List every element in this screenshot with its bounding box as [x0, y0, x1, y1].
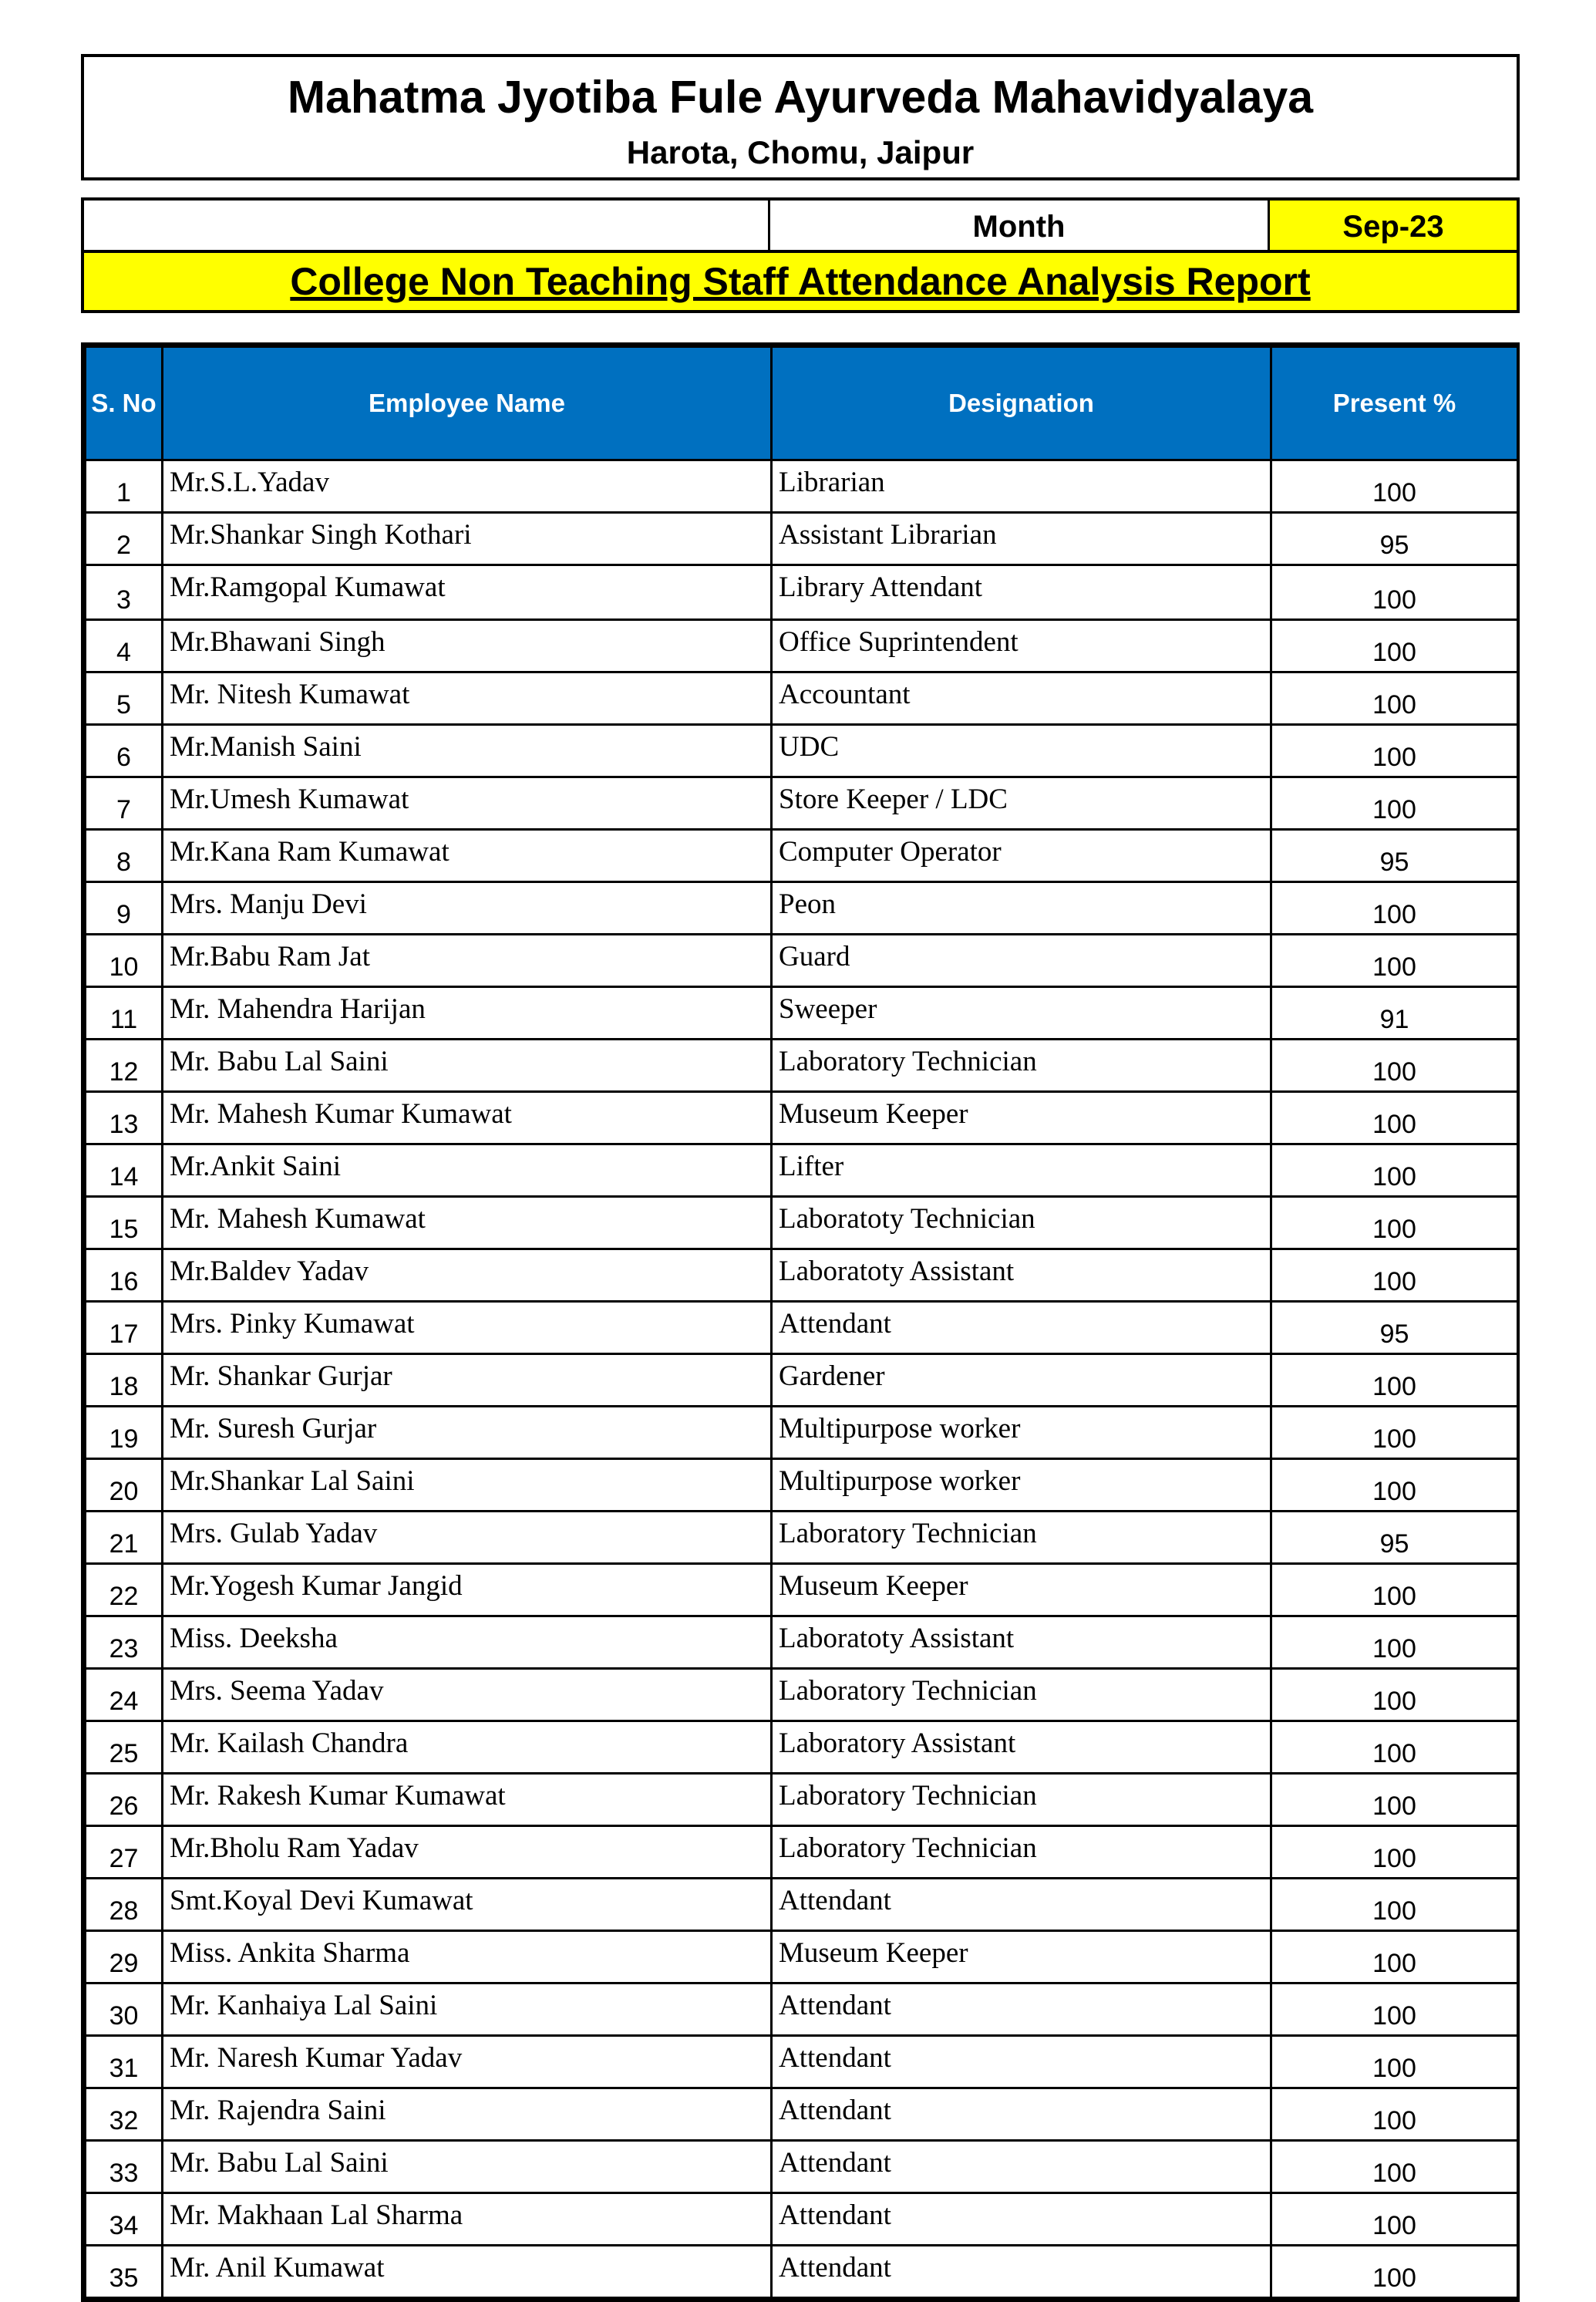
row-present-percent: 100 [1271, 565, 1518, 620]
row-sno: 5 [86, 672, 163, 725]
row-sno: 30 [86, 1983, 163, 2036]
table-row [86, 1092, 1518, 1144]
table-row [86, 1931, 1518, 1983]
row-designation: Multipurpose worker [772, 1459, 1271, 1512]
row-present-percent: 100 [1271, 1774, 1518, 1826]
table-row [86, 2193, 1518, 2246]
row-employee-name: Miss. Ankita Sharma [163, 1931, 772, 1983]
row-designation: Attendant [772, 2141, 1271, 2193]
row-present-percent: 100 [1271, 935, 1518, 987]
row-present-percent: 100 [1271, 1459, 1518, 1512]
row-designation: Laboratory Technician [772, 1512, 1271, 1564]
row-present-percent: 100 [1271, 460, 1518, 513]
row-present-percent: 100 [1271, 1931, 1518, 1983]
row-employee-name: Mr. Babu Lal Saini [163, 2141, 772, 2193]
table-row [86, 1302, 1518, 1354]
row-sno: 24 [86, 1669, 163, 1721]
table-row [86, 513, 1518, 565]
row-present-percent: 95 [1271, 1512, 1518, 1564]
row-sno: 2 [86, 513, 163, 565]
month-row [81, 197, 1520, 253]
column-header-present-percent: Present % [1271, 347, 1518, 460]
row-employee-name: Mr.Babu Ram Jat [163, 935, 772, 987]
table-row [86, 1407, 1518, 1459]
row-designation: Laboratory Assistant [772, 1721, 1271, 1774]
row-designation: Attendant [772, 1879, 1271, 1931]
row-sno: 7 [86, 777, 163, 830]
row-sno: 10 [86, 935, 163, 987]
row-designation: Attendant [772, 1983, 1271, 2036]
institution-name: Mahatma Jyotiba Fule Ayurveda Mahavidyalaya [287, 72, 1314, 123]
table-row [86, 1459, 1518, 1512]
row-sno: 6 [86, 725, 163, 777]
row-present-percent: 100 [1271, 1144, 1518, 1197]
row-designation: Peon [772, 882, 1271, 935]
table-row [86, 620, 1518, 672]
row-employee-name: Mr.Ankit Saini [163, 1144, 772, 1197]
table-row [86, 1669, 1518, 1721]
row-employee-name: Mr. Nitesh Kumawat [163, 672, 772, 725]
row-present-percent: 100 [1271, 1197, 1518, 1249]
row-employee-name: Mr.Shankar Lal Saini [163, 1459, 772, 1512]
month-value: Sep-23 [1270, 201, 1517, 253]
row-present-percent: 100 [1271, 2193, 1518, 2246]
row-sno: 19 [86, 1407, 163, 1459]
row-designation: Attendant [772, 2088, 1271, 2141]
table-row [86, 1616, 1518, 1669]
table-row [86, 1826, 1518, 1879]
row-designation: Laboratoty Technician [772, 1197, 1271, 1249]
row-employee-name: Mrs. Gulab Yadav [163, 1512, 772, 1564]
row-present-percent: 100 [1271, 1249, 1518, 1302]
table-row [86, 2036, 1518, 2088]
table-row [86, 1144, 1518, 1197]
row-sno: 21 [86, 1512, 163, 1564]
row-present-percent: 100 [1271, 1354, 1518, 1407]
row-sno: 18 [86, 1354, 163, 1407]
row-designation: Gardener [772, 1354, 1271, 1407]
table-row [86, 2141, 1518, 2193]
row-designation: Laboratory Technician [772, 1774, 1271, 1826]
table-row [86, 2088, 1518, 2141]
row-employee-name: Mrs. Manju Devi [163, 882, 772, 935]
row-designation: Librarian [772, 460, 1271, 513]
row-designation: Accountant [772, 672, 1271, 725]
column-header-sno: S. No [86, 347, 163, 460]
row-present-percent: 100 [1271, 1564, 1518, 1616]
row-sno: 28 [86, 1879, 163, 1931]
row-designation: Attendant [772, 2193, 1271, 2246]
row-sno: 34 [86, 2193, 163, 2246]
row-designation: Store Keeper / LDC [772, 777, 1271, 830]
table-row [86, 1512, 1518, 1564]
row-sno: 33 [86, 2141, 163, 2193]
table-row [86, 1249, 1518, 1302]
row-designation: UDC [772, 725, 1271, 777]
row-employee-name: Mr.Bhawani Singh [163, 620, 772, 672]
row-employee-name: Mr. Anil Kumawat [163, 2246, 772, 2298]
table-row [86, 1040, 1518, 1092]
attendance-table [81, 342, 1520, 2302]
row-sno: 22 [86, 1564, 163, 1616]
row-sno: 11 [86, 987, 163, 1040]
row-present-percent: 100 [1271, 2141, 1518, 2193]
row-designation: Attendant [772, 2246, 1271, 2298]
row-present-percent: 91 [1271, 987, 1518, 1040]
row-employee-name: Mr.Umesh Kumawat [163, 777, 772, 830]
row-present-percent: 100 [1271, 1721, 1518, 1774]
table-row [86, 672, 1518, 725]
row-present-percent: 100 [1271, 2036, 1518, 2088]
row-present-percent: 100 [1271, 1407, 1518, 1459]
row-designation: Attendant [772, 2036, 1271, 2088]
row-designation: Multipurpose worker [772, 1407, 1271, 1459]
table-body [86, 460, 1518, 2298]
row-designation: Laboratoty Assistant [772, 1616, 1271, 1669]
row-sno: 3 [86, 565, 163, 620]
institution-header [81, 54, 1520, 180]
table-row [86, 460, 1518, 513]
table-row [86, 1774, 1518, 1826]
row-designation: Attendant [772, 1302, 1271, 1354]
row-employee-name: Mr. Suresh Gurjar [163, 1407, 772, 1459]
table-row [86, 1197, 1518, 1249]
row-present-percent: 100 [1271, 620, 1518, 672]
row-sno: 29 [86, 1931, 163, 1983]
row-sno: 35 [86, 2246, 163, 2298]
row-employee-name: Mr. Mahendra Harijan [163, 987, 772, 1040]
row-sno: 25 [86, 1721, 163, 1774]
row-sno: 13 [86, 1092, 163, 1144]
row-employee-name: Mr.Manish Saini [163, 725, 772, 777]
report-title: College Non Teaching Staff Attendance Analysis Report [290, 260, 1311, 303]
row-designation: Laboratory Technician [772, 1040, 1271, 1092]
row-sno: 27 [86, 1826, 163, 1879]
row-sno: 16 [86, 1249, 163, 1302]
table-row [86, 565, 1518, 620]
row-employee-name: Mrs. Pinky Kumawat [163, 1302, 772, 1354]
column-header-employee-name: Employee Name [163, 347, 772, 460]
row-designation: Museum Keeper [772, 1564, 1271, 1616]
row-employee-name: Mr. Rajendra Saini [163, 2088, 772, 2141]
row-employee-name: Mr.Baldev Yadav [163, 1249, 772, 1302]
row-designation: Computer Operator [772, 830, 1271, 882]
row-present-percent: 95 [1271, 830, 1518, 882]
table-row [86, 1879, 1518, 1931]
row-present-percent: 100 [1271, 725, 1518, 777]
row-employee-name: Mr.Kana Ram Kumawat [163, 830, 772, 882]
row-present-percent: 100 [1271, 1983, 1518, 2036]
row-sno: 23 [86, 1616, 163, 1669]
table-row [86, 1354, 1518, 1407]
table-row [86, 777, 1518, 830]
table-row [86, 1983, 1518, 2036]
row-designation: Laboratoty Assistant [772, 1249, 1271, 1302]
row-present-percent: 100 [1271, 882, 1518, 935]
institution-location: Harota, Chomu, Jaipur [626, 134, 975, 170]
row-present-percent: 100 [1271, 672, 1518, 725]
row-designation: Laboratory Technician [772, 1669, 1271, 1721]
table-row [86, 830, 1518, 882]
row-sno: 17 [86, 1302, 163, 1354]
row-designation: Sweeper [772, 987, 1271, 1040]
row-employee-name: Mr. Kanhaiya Lal Saini [163, 1983, 772, 2036]
row-present-percent: 100 [1271, 1879, 1518, 1931]
row-employee-name: Mr.S.L.Yadav [163, 460, 772, 513]
row-present-percent: 95 [1271, 1302, 1518, 1354]
row-employee-name: Mr. Rakesh Kumar Kumawat [163, 1774, 772, 1826]
row-employee-name: Mr.Ramgopal Kumawat [163, 565, 772, 620]
row-employee-name: Mr.Bholu Ram Yadav [163, 1826, 772, 1879]
row-sno: 12 [86, 1040, 163, 1092]
row-sno: 32 [86, 2088, 163, 2141]
row-designation: Library Attendant [772, 565, 1271, 620]
row-designation: Museum Keeper [772, 1931, 1271, 1983]
row-employee-name: Mr. Shankar Gurjar [163, 1354, 772, 1407]
row-sno: 9 [86, 882, 163, 935]
row-present-percent: 100 [1271, 2088, 1518, 2141]
row-present-percent: 100 [1271, 2246, 1518, 2298]
row-present-percent: 100 [1271, 1669, 1518, 1721]
report-title-bar [81, 250, 1520, 313]
table-row [86, 2246, 1518, 2298]
row-employee-name: Mr. Babu Lal Saini [163, 1040, 772, 1092]
row-designation: Laboratory Technician [772, 1826, 1271, 1879]
row-employee-name: Mr. Mahesh Kumar Kumawat [163, 1092, 772, 1144]
row-sno: 26 [86, 1774, 163, 1826]
row-designation: Office Suprintendent [772, 620, 1271, 672]
row-employee-name: Mr. Mahesh Kumawat [163, 1197, 772, 1249]
table-row [86, 1721, 1518, 1774]
row-present-percent: 100 [1271, 1040, 1518, 1092]
month-row-blank-cell [84, 201, 770, 253]
row-sno: 1 [86, 460, 163, 513]
row-sno: 31 [86, 2036, 163, 2088]
row-employee-name: Mr.Shankar Singh Kothari [163, 513, 772, 565]
column-header-designation: Designation [772, 347, 1271, 460]
row-sno: 4 [86, 620, 163, 672]
row-present-percent: 100 [1271, 777, 1518, 830]
table-header-row [86, 347, 1518, 460]
row-employee-name: Mr. Makhaan Lal Sharma [163, 2193, 772, 2246]
row-sno: 14 [86, 1144, 163, 1197]
table-row [86, 987, 1518, 1040]
row-employee-name: Mr. Kailash Chandra [163, 1721, 772, 1774]
row-employee-name: Mr. Naresh Kumar Yadav [163, 2036, 772, 2088]
table-row [86, 725, 1518, 777]
row-designation: Guard [772, 935, 1271, 987]
row-sno: 20 [86, 1459, 163, 1512]
row-designation: Museum Keeper [772, 1092, 1271, 1144]
row-designation: Lifter [772, 1144, 1271, 1197]
table-row [86, 1564, 1518, 1616]
row-present-percent: 100 [1271, 1826, 1518, 1879]
table-row [86, 935, 1518, 987]
row-employee-name: Mrs. Seema Yadav [163, 1669, 772, 1721]
row-employee-name: Smt.Koyal Devi Kumawat [163, 1879, 772, 1931]
table-row [86, 882, 1518, 935]
row-employee-name: Mr.Yogesh Kumar Jangid [163, 1564, 772, 1616]
row-sno: 15 [86, 1197, 163, 1249]
row-designation: Assistant Librarian [772, 513, 1271, 565]
month-label: Month [770, 201, 1270, 253]
row-present-percent: 95 [1271, 513, 1518, 565]
row-sno: 8 [86, 830, 163, 882]
row-present-percent: 100 [1271, 1092, 1518, 1144]
row-present-percent: 100 [1271, 1616, 1518, 1669]
row-employee-name: Miss. Deeksha [163, 1616, 772, 1669]
